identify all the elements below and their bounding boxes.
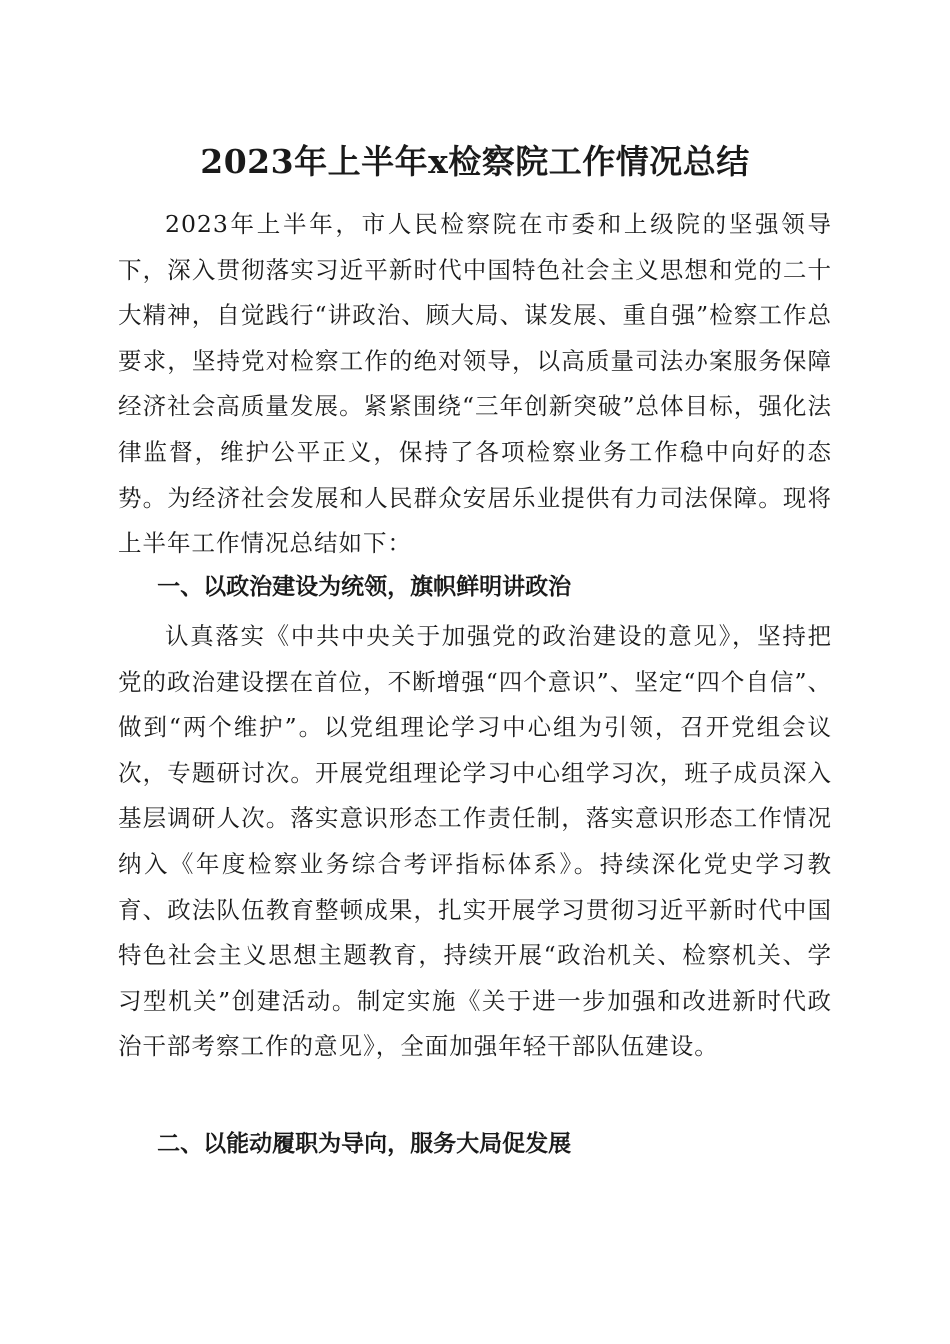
section-1-heading: 一、以政治建设为统领，旗帜鲜明讲政治: [157, 574, 572, 600]
section-1-paragraph: 认真落实《中共中央关于加强党的政治建设的意见》，坚持把党的政治建设摆在首位，不断增强“四个意识”、坚定“四个自信”、做到“两个维护”。以党组理论学习中心组为引领，召开党组会议次，专题研讨次。开展党组理论学习中心组学习次，班子成员深入基层调研人次。落实意识形态工作责任制，落实意识形态工作情况纳入《年度检察业务综合考评指标体系》。持续深化党史学习教育、政法队伍教育整顿成果，扎实开展学习贯彻习近平新时代中国特色社会主义思想主题教育，持续开展“政治机关、检察机关、学习型机关”创建活动。制定实施《关于进一步加强和改进新时代政治干部考察工作的意见》，全面加强年轻干部队伍建设。: [118, 622, 832, 1061]
document-title: 2023年上半年x检察院工作情况总结: [200, 142, 750, 181]
section-2-heading: 二、以能动履职为导向，服务大局促发展: [157, 1131, 572, 1157]
intro-paragraph: 2023年上半年，市人民检察院在市委和上级院的坚强领导下，深入贯彻落实习近平新时代中国特色社会主义思想和党的二十大精神，自觉践行“讲政治、顾大局、谋发展、重自强”检察工作总要求，坚持党对检察工作的绝对领导，以高质量司法办案服务保障经济社会高质量发展。紧紧围绕“三年创新突破”总体目标，强化法律监督，维护公平正义，保持了各项检察业务工作稳中向好的态势。为经济社会发展和人民群众安居乐业提供有力司法保障。现将上半年工作情况总结如下：: [118, 210, 832, 558]
